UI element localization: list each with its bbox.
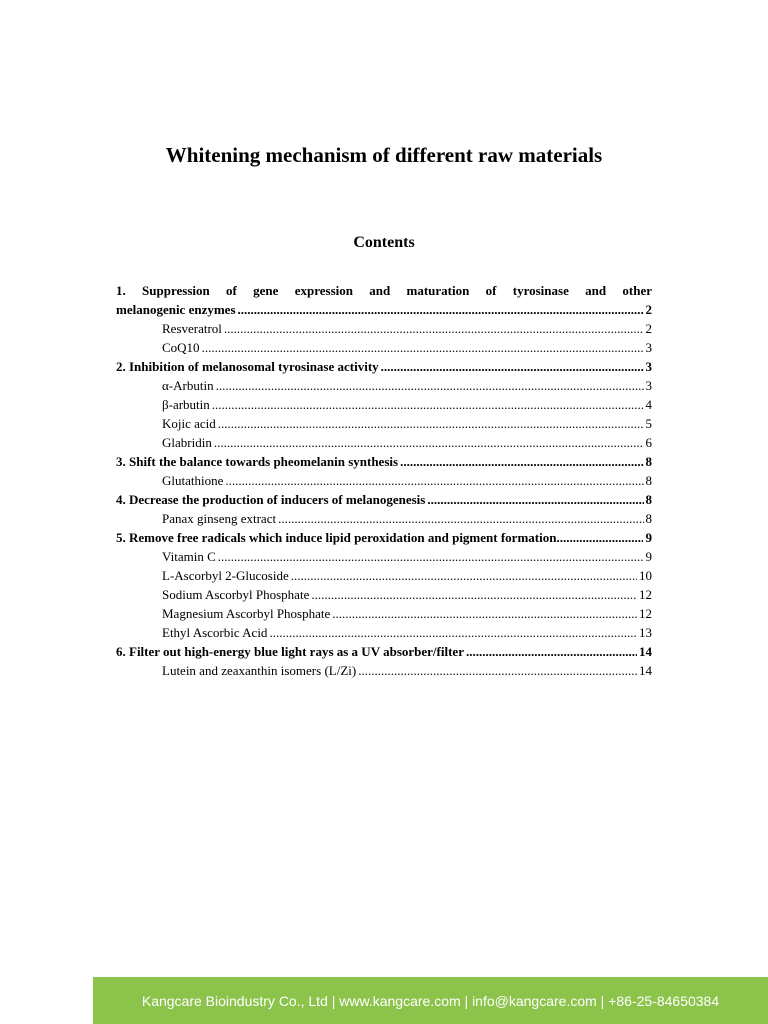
toc-entry-label: L-Ascorbyl 2-Glucoside xyxy=(162,568,289,583)
toc-page-number: 8 xyxy=(645,454,652,469)
toc-entry-section-3[interactable] xyxy=(116,452,652,471)
toc-entry-lutein-zeaxanthin[interactable] xyxy=(116,661,652,680)
toc-entry-label-line2: melanogenic enzymes xyxy=(116,302,236,317)
toc-entry-kojic-acid[interactable] xyxy=(116,414,652,433)
toc-entry-section-6[interactable] xyxy=(116,642,652,661)
toc-leader-dots xyxy=(238,300,644,319)
toc-entry-label: 5. Remove free radicals which induce lipid peroxidation and pigment formation xyxy=(116,530,557,545)
toc-leader-dots xyxy=(278,509,643,528)
document-title: Whitening mechanism of different raw materials xyxy=(165,143,603,167)
toc-entry-label: CoQ10 xyxy=(162,340,200,355)
toc-leader-dots xyxy=(214,433,644,452)
toc-entry-label-line1: 1. Suppression of gene expression and maturation of tyrosinase and other xyxy=(116,283,652,298)
toc-entry-label: 6. Filter out high-energy blue light rays as a UV absorber/filter xyxy=(116,644,464,659)
toc-entry-label: 3. Shift the balance towards pheomelanin synthesis xyxy=(116,454,399,469)
toc-page-number: 2 xyxy=(645,321,652,336)
toc-leader-dots xyxy=(332,604,637,623)
toc-entry-vitamin-c[interactable] xyxy=(116,547,652,566)
toc-entry-label: Glutathione xyxy=(162,473,224,488)
toc-entry-label: Resveratrol xyxy=(162,321,222,336)
toc-entry-glabridin[interactable] xyxy=(116,433,652,452)
toc-leader-dots xyxy=(218,414,644,433)
toc-page-number: 2 xyxy=(645,302,652,317)
toc-leader-dots xyxy=(400,452,643,471)
toc-page-number: 8 xyxy=(645,473,652,488)
toc-entry-label: Panax ginseng extract xyxy=(162,511,277,526)
toc-leader-dots xyxy=(224,319,644,338)
toc-entry-label: α-Arbutin xyxy=(162,378,214,393)
toc-page-number: 3 xyxy=(645,359,652,374)
toc-entry-label: Glabridin xyxy=(162,435,212,450)
toc-entry-label: Lutein and zeaxanthin isomers (L/Zi) xyxy=(162,663,357,678)
toc-entry-ascorbyl-glucoside[interactable] xyxy=(116,566,652,585)
toc-page-number: 3 xyxy=(645,378,652,393)
toc-leader-dots xyxy=(466,642,637,661)
toc-leader-dots xyxy=(291,566,637,585)
toc-leader-dots xyxy=(212,395,644,414)
footer-bar xyxy=(93,977,768,1024)
toc-page-number: 14 xyxy=(639,663,652,678)
toc-leader-dots xyxy=(202,338,644,357)
toc-entry-section-4[interactable] xyxy=(116,490,652,509)
toc-page-number: 14 xyxy=(639,644,652,659)
toc-entry-alpha-arbutin[interactable] xyxy=(116,376,652,395)
toc-page-number: 12 xyxy=(639,606,652,621)
contents-heading: Contents xyxy=(353,234,415,251)
toc-entry-beta-arbutin[interactable] xyxy=(116,395,652,414)
toc-entry-glutathione[interactable] xyxy=(116,471,652,490)
table-of-contents xyxy=(116,281,652,680)
toc-leader-dots xyxy=(225,471,643,490)
toc-entry-section-2[interactable] xyxy=(116,357,652,376)
toc-page-number: 5 xyxy=(645,416,652,431)
toc-entry-label: Ethyl Ascorbic Acid xyxy=(162,625,268,640)
toc-page-number: 9 xyxy=(645,530,652,545)
toc-entry-magnesium-ascorbyl-phosphate[interactable] xyxy=(116,604,652,623)
toc-leader-dots xyxy=(216,376,644,395)
toc-leader-dots xyxy=(358,661,637,680)
toc-leader-dots xyxy=(427,490,643,509)
toc-leader-dots xyxy=(556,528,642,547)
toc-entry-coq10[interactable] xyxy=(116,338,652,357)
toc-entry-section-5[interactable] xyxy=(116,528,652,547)
toc-leader-dots xyxy=(218,547,644,566)
toc-leader-dots xyxy=(269,623,637,642)
toc-entry-label: 4. Decrease the production of inducers of melanogenesis xyxy=(116,492,426,507)
toc-page-number: 12 xyxy=(639,587,652,602)
toc-page-number: 8 xyxy=(645,511,652,526)
toc-entry-panax-ginseng[interactable] xyxy=(116,509,652,528)
toc-page-number: 4 xyxy=(645,397,652,412)
toc-page-number: 8 xyxy=(645,492,652,507)
footer-contact-text: Kangcare Bioindustry Co., Ltd | www.kangcare.com | info@kangcare.com | +86-25-84650384 xyxy=(141,992,720,1009)
toc-entry-label: Sodium Ascorbyl Phosphate xyxy=(162,587,310,602)
toc-entry-sodium-ascorbyl-phosphate[interactable] xyxy=(116,585,652,604)
toc-page-number: 6 xyxy=(645,435,652,450)
toc-page-number: 10 xyxy=(639,568,652,583)
toc-page-number: 3 xyxy=(645,340,652,355)
toc-entry-ethyl-ascorbic-acid[interactable] xyxy=(116,623,652,642)
toc-page-number: 9 xyxy=(645,549,652,564)
toc-entry-label: Vitamin C xyxy=(162,549,216,564)
toc-page-number: 13 xyxy=(639,625,652,640)
toc-entry-label: Magnesium Ascorbyl Phosphate xyxy=(162,606,331,621)
toc-entry-label: Kojic acid xyxy=(162,416,216,431)
toc-leader-dots xyxy=(381,357,644,376)
toc-entry-resveratrol[interactable] xyxy=(116,319,652,338)
toc-entry-label: β-arbutin xyxy=(162,397,210,412)
toc-entry-label: 2. Inhibition of melanosomal tyrosinase activity xyxy=(116,359,379,374)
toc-leader-dots xyxy=(311,585,637,604)
toc-entry-section-1[interactable] xyxy=(116,281,652,319)
